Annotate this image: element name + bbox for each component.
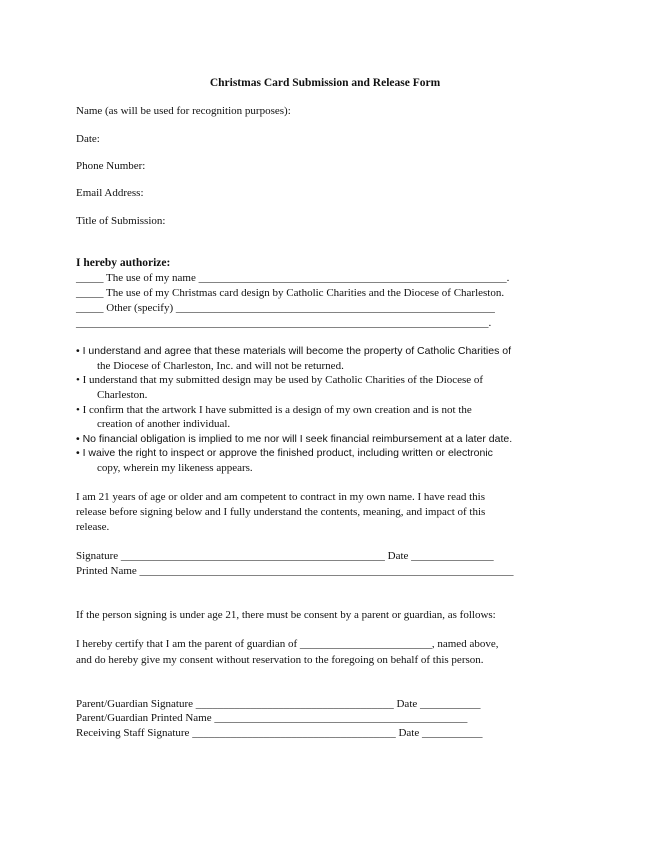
staff-signature-line[interactable]: Receiving Staff Signature _____________________________________ Date ___________ (76, 727, 483, 739)
guardian-signature-line[interactable]: Parent/Guardian Signature ____________________________________ Date ___________ (76, 698, 481, 710)
signature-line[interactable]: Signature ________________________________________________ Date _______________ (76, 550, 494, 562)
authorize-other-line: _____ Other (specify) __________________________________________________________ (76, 302, 495, 314)
property-bullet-continued: the Diocese of Charleston, Inc. and will not be returned. (97, 360, 344, 372)
guardian-certification-line: and do hereby give my consent without reservation to the foregoing on behalf of this person. (76, 654, 484, 666)
name-field-label: Name (as will be used for recognition purposes): (76, 105, 291, 117)
original-work-bullet: • I confirm that the artwork I have submitted is a design of my own creation and is not the (76, 404, 472, 416)
financial-bullet: • No financial obligation is implied to me nor will I seek financial reimbursement at a later date. (76, 433, 513, 445)
submission-title-label: Title of Submission: (76, 215, 166, 227)
authorize-name-line: _____ The use of my name ________________________________________________________. (76, 272, 510, 284)
authorize-design-line: _____ The use of my Christmas card design by Catholic Charities and the Diocese of Charleston. (76, 287, 505, 299)
usage-bullet: • I understand that my submitted design may be used by Catholic Charities of the Diocese of (76, 374, 484, 386)
form-title: Christmas Card Submission and Release Form (209, 77, 441, 89)
authorize-heading: I hereby authorize: (76, 257, 171, 269)
minor-consent-intro: If the person signing is under age 21, there must be consent by a parent or guardian, as follows: (76, 609, 496, 621)
printed-name-line[interactable]: Printed Name ____________________________________________________________________ (76, 565, 514, 577)
guardian-printed-name-line[interactable]: Parent/Guardian Printed Name ______________________________________________ (76, 712, 468, 724)
waiver-bullet-continued: copy, wherein my likeness appears. (97, 462, 253, 474)
email-field-label: Email Address: (76, 187, 144, 199)
age-statement-line: I am 21 years of age or older and am competent to contract in my own name. I have read this (76, 491, 485, 503)
guardian-certification-line: I hereby certify that I am the parent of guardian of ________________________, named above, (76, 638, 499, 650)
property-bullet: • I understand and agree that these materials will become the property of Catholic Charities of (76, 345, 511, 357)
phone-field-label: Phone Number: (76, 160, 146, 172)
original-work-bullet-continued: creation of another individual. (97, 418, 231, 430)
waiver-bullet: • I waive the right to inspect or approve the finished product, including written or electronic (76, 447, 493, 459)
usage-bullet-continued: Charleston. (97, 389, 148, 401)
age-statement-line: release before signing below and I fully understand the contents, meaning, and impact of this (76, 506, 486, 518)
authorize-other-continued-line: ___________________________________________________________________________. (76, 317, 492, 329)
date-field-label: Date: (76, 133, 100, 145)
age-statement-line: release. (76, 521, 110, 533)
